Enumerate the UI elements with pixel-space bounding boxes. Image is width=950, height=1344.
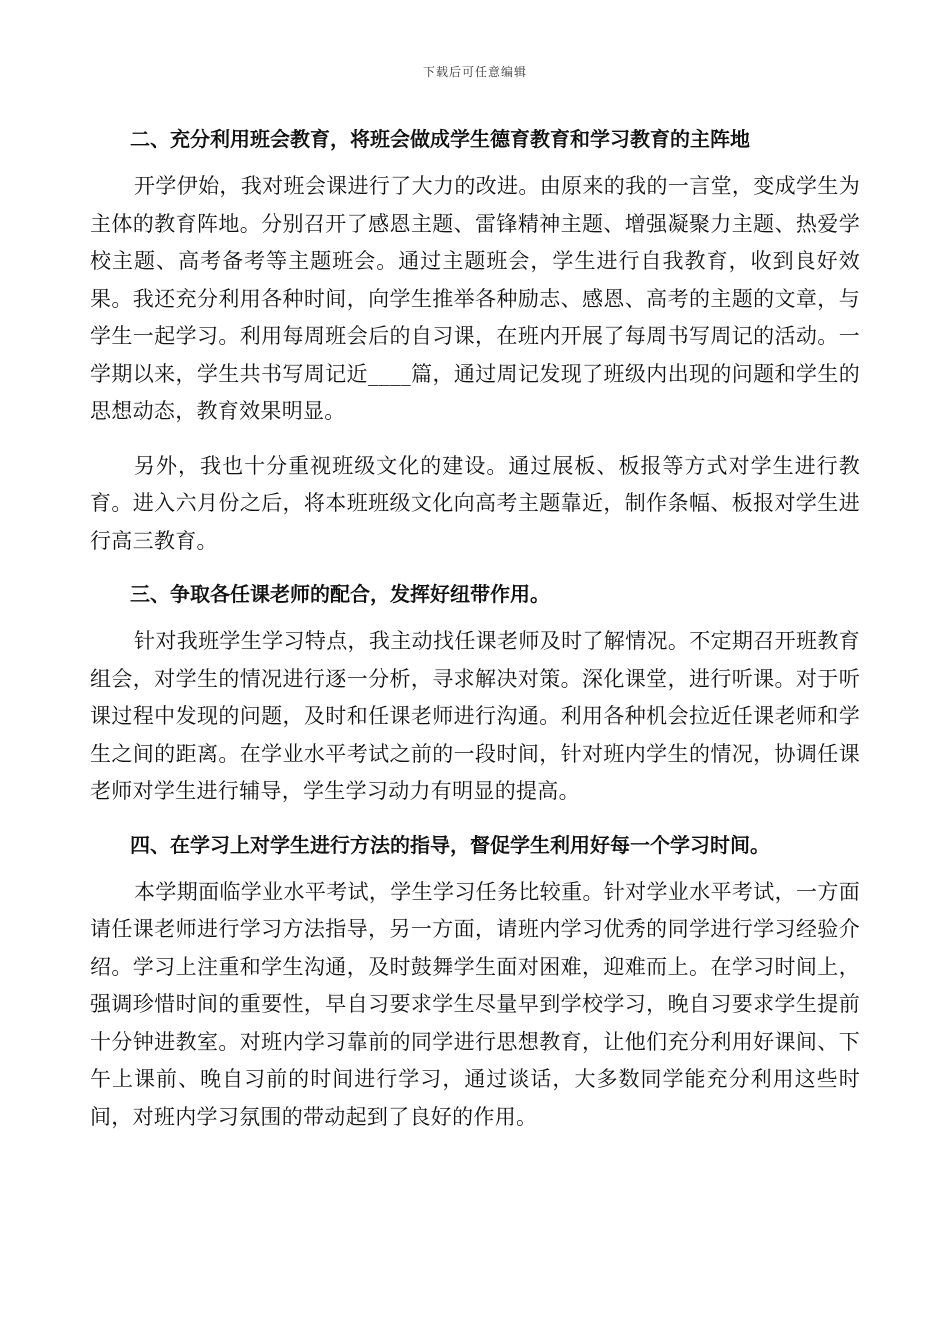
section-heading: 二、充分利用班会教育，将班会做成学生德育教育和学习教育的主阵地 bbox=[130, 127, 750, 151]
paragraph: 针对我班学生学习特点，我主动找任课老师及时了解情况。不定期召开班教育组会，对学生的情况进行逐一分析，寻求解决对策。深化课堂，进行听课。对于听课过程中发现的问题，及时和任课老师进行沟通。利用各种机会拉近任课老师和学生之间的距离。在学业水平考试之前的一段时间，针对班内学生的情况，协调任课老师对学生进行辅导，学生学习动力有明显的提高。 bbox=[90, 629, 860, 803]
section-heading: 四、在学习上对学生进行方法的指导，督促学生利用好每一个学习时间。 bbox=[130, 832, 770, 857]
section-3 bbox=[90, 577, 860, 811]
section-4 bbox=[90, 828, 860, 1137]
document-body bbox=[90, 110, 860, 1153]
paragraph: 另外，我也十分重视班级文化的建设。通过展板、板报等方式对学生进行教育。进入六月份之后，将本班班级文化向高考主题靠近，制作条幅、板报对学生进行高三教育。 bbox=[90, 453, 860, 553]
paragraph: 本学期面临学业水平考试，学生学习任务比较重。针对学业水平考试，一方面请任课老师进行学习方法指导，另一方面，请班内学习优秀的同学进行学习经验介绍。学习上注重和学生沟通，及时鼓舞学生面对困难，迎难而上。在学习时间上，强调珍惜时间的重要性，早自习要求学生尽量早到学校学习，晚自习要求学生提前十分钟进教室。对班内学习靠前的同学进行思想教育，让他们充分利用好课间、下午上课前、晚自习前的时间进行学习，通过谈话，大多数同学能充分利用这些时间，对班内学习氛围的带动起到了良好的作用。 bbox=[90, 879, 860, 1129]
page-header: 下载后可任意编辑 bbox=[422, 65, 527, 79]
paragraph: 开学伊始，我对班会课进行了大力的改进。由原来的我的一言堂，变成学生为主体的教育阵地。分别召开了感恩主题、雷锋精神主题、增强凝聚力主题、热爱学校主题、高考备考等主题班会。通过主题班会，学生进行自我教育，收到良好效果。我还充分利用各种时间，向学生推举各种励志、感恩、高考的主题的文章，与学生一起学习。利用每周班会后的自习课，在班内开展了每周书写周记的活动。一学期以来，学生共书写周记近____篇，通过周记发现了班级内出现的问题和学生的思想动态，教育效果明显。 bbox=[90, 174, 860, 423]
section-heading: 三、争取各任课老师的配合，发挥好纽带作用。 bbox=[130, 582, 550, 606]
section-2 bbox=[90, 122, 860, 560]
